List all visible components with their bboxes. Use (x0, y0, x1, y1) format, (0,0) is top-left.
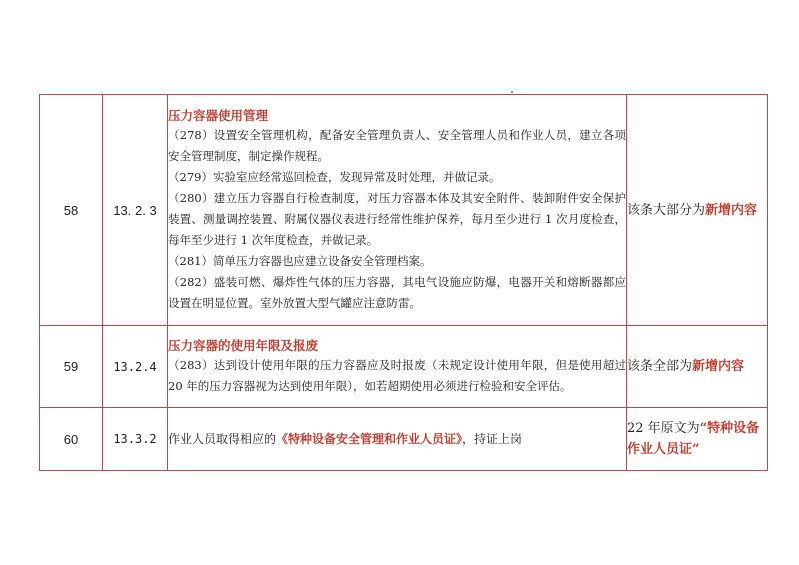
text-before: 作业人员取得相应的 (168, 431, 277, 446)
section-number: 13. 2. 3 (103, 95, 168, 326)
note-prefix: 22 年原文为 (627, 421, 700, 436)
certificate-name: 《特种设备安全管理和作业人员证》 (276, 431, 463, 446)
comparison-table (39, 94, 768, 471)
note-prefix: 该条大部分为 (627, 202, 706, 218)
paragraph: （281）简单压力容器也应建立设备安全管理档案。 (168, 253, 432, 268)
row-content (168, 95, 627, 326)
section-number: 13.3.2 (103, 408, 168, 471)
table-row (40, 326, 768, 408)
row-content (168, 408, 627, 471)
text-after: ，持证上岗 (462, 431, 523, 446)
table-row (40, 408, 768, 471)
row-content (168, 326, 627, 408)
page-dot (511, 91, 513, 93)
paragraph: （282）盛装可燃、爆炸性气体的压力容器，其电气设施应防爆，电器开关和熔断器都应设置在明显位置。室外放置大型气罐应注意防雷。 (168, 274, 626, 310)
row-heading: 压力容器使用管理 (168, 107, 269, 123)
paragraph: （279）实验室应经常巡回检查，发现异常及时处理，并做记录。 (168, 169, 501, 184)
table-row (40, 95, 768, 326)
row-note (627, 326, 768, 408)
note-highlight: 新增内容 (692, 359, 745, 374)
paragraph: （278）设置安全管理机构，配备安全管理负责人、安全管理人员和作业人员，建立各项安全管理制度，制定操作规程。 (168, 127, 626, 163)
row-note (627, 408, 768, 471)
row-note (627, 95, 768, 326)
paragraph: （283）达到设计使用年限的压力容器应及时报废（未规定设计使用年限，但是使用超过 20 年的压力容器视为达到使用年限），如若超期使用必须进行检验和安全评估。 (168, 357, 626, 393)
row-heading: 压力容器的使用年限及报废 (168, 337, 319, 353)
note-highlight: “特种设备作业人员证” (627, 421, 760, 457)
section-number: 13.2.4 (103, 326, 168, 408)
row-number: 59 (40, 326, 103, 408)
note-prefix: 该条全部为 (627, 359, 693, 374)
row-number: 58 (40, 95, 103, 326)
paragraph: （280）建立压力容器自行检查制度，对压力容器本体及其安全附件、装卸附件安全保护装置、测量调控装置、附属仪器仪表进行经常性维护保养，每月至少进行 1 次月度检查，每年至少进行 1 次年度检查，并做记录。 (168, 190, 626, 247)
row-number: 60 (40, 408, 103, 471)
note-highlight: 新增内容 (705, 202, 758, 218)
